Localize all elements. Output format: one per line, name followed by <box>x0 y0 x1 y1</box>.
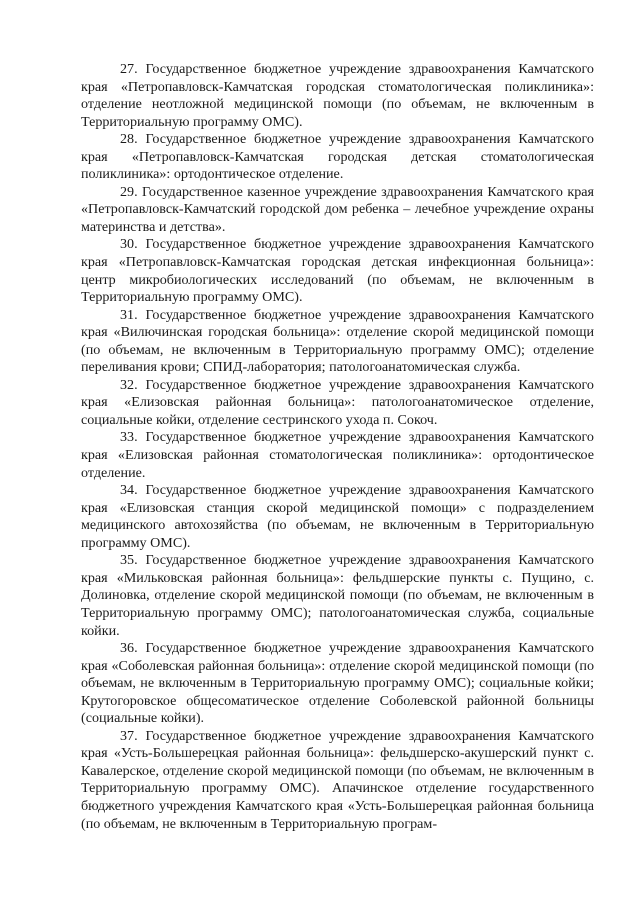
paragraph-number: 31. <box>120 306 138 323</box>
paragraph-text: Государственное бюджетное учреждение здравоохранения Камчатского края «Вилючинская городская больница»: отделение скорой медицинской помощи (по объемам, не включенным в Территориальную программу ОМС); отделение переливания крови; СПИД-лаборатория; патологоанатомическая служба. <box>81 306 594 376</box>
paragraph-35 <box>81 552 594 640</box>
document-page <box>81 61 594 833</box>
paragraph-27 <box>81 61 594 131</box>
paragraph-34 <box>81 482 594 552</box>
paragraph-text: Государственное бюджетное учреждение здравоохранения Камчатского края «Мильковская районная больница»: фельдшерские пункты с. Пущино, с. Долиновка, отделение скорой медицинской помощи (по объемам, не включенным в Территориальную программу ОМС); патологоанатомическая служба, социальные койки. <box>81 552 594 639</box>
paragraph-text: Государственное бюджетное учреждение здравоохранения Камчатского края «Петропавловск-Камчатская городская детская стоматологическая поликлиника»: ортодонтическое отделение. <box>81 131 594 183</box>
paragraph-number: 30. <box>120 236 138 253</box>
paragraph-33 <box>81 429 594 482</box>
paragraph-30 <box>81 236 594 306</box>
paragraph-number: 28. <box>120 131 138 148</box>
paragraph-text: Государственное бюджетное учреждение здравоохранения Камчатского края «Петропавловск-Камчатская городская стоматологическая поликлиника»: отделение неотложной медицинской помощи (по объемам, не включенным в Территориальную программу ОМС). <box>81 61 594 130</box>
paragraph-28 <box>81 131 594 184</box>
paragraph-number: 35. <box>120 552 138 569</box>
paragraph-number: 27. <box>120 61 138 77</box>
paragraph-36 <box>81 640 594 728</box>
paragraph-number: 29. <box>120 183 138 200</box>
paragraph-29 <box>81 184 594 237</box>
paragraph-text: Государственное казенное учреждение здравоохранения Камчатского края «Петропавловск-Камчатский городской дом ребенка – лечебное учреждение охраны материнства и детства». <box>81 183 594 235</box>
paragraph-31 <box>81 307 594 377</box>
paragraph-text: Государственное бюджетное учреждение здравоохранения Камчатского края «Елизовская районная больница»: патологоанатомическое отделение, социальные койки, отделение сестринского ухода п. Сокоч. <box>81 376 594 428</box>
paragraph-number: 32. <box>120 376 138 393</box>
paragraph-number: 36. <box>120 640 138 657</box>
paragraph-number: 34. <box>120 482 138 499</box>
paragraph-text: Государственное бюджетное учреждение здравоохранения Камчатского края «Елизовская станция скорой медицинской помощи» с подразделением медицинского автохозяйства (по объемам, не включенным в Территориальную программу ОМС). <box>81 482 594 551</box>
paragraph-number: 37. <box>120 727 138 744</box>
paragraph-text: Государственное бюджетное учреждение здравоохранения Камчатского края «Усть-Большерецкая районная больница»: фельдшерско-акушерский пункт с. Кавалерское, отделение скорой медицинской помощи (по объемам, не включенным в Территориальную программу ОМС). Апачинское отделение государственного бюджетного учреждения Камчатского края «Усть-Большерецкая районная больница (по объемам, не включенным в Территориальную програм- <box>81 727 594 832</box>
paragraph-text: Государственное бюджетное учреждение здравоохранения Камчатского края «Петропавловск-Камчатская городская детская инфекционная больница»: центр микробиологических исследований (по объемам, не включенным в Территориальную программу ОМС). <box>81 236 594 306</box>
paragraph-37 <box>81 728 594 833</box>
paragraph-number: 33. <box>120 429 138 446</box>
paragraph-text: Государственное бюджетное учреждение здравоохранения Камчатского края «Елизовская районная стоматологическая поликлиника»: ортодонтическое отделение. <box>81 429 594 481</box>
paragraph-32 <box>81 377 594 430</box>
paragraph-text: Государственное бюджетное учреждение здравоохранения Камчатского края «Соболевская районная больница»: отделение скорой медицинской помощи (по объемам, не включенным в Территориальную программу ОМС); социальные койки; Крутогоровское общесоматическое отделение Соболевской районной больницы (социальные койки). <box>81 640 594 727</box>
